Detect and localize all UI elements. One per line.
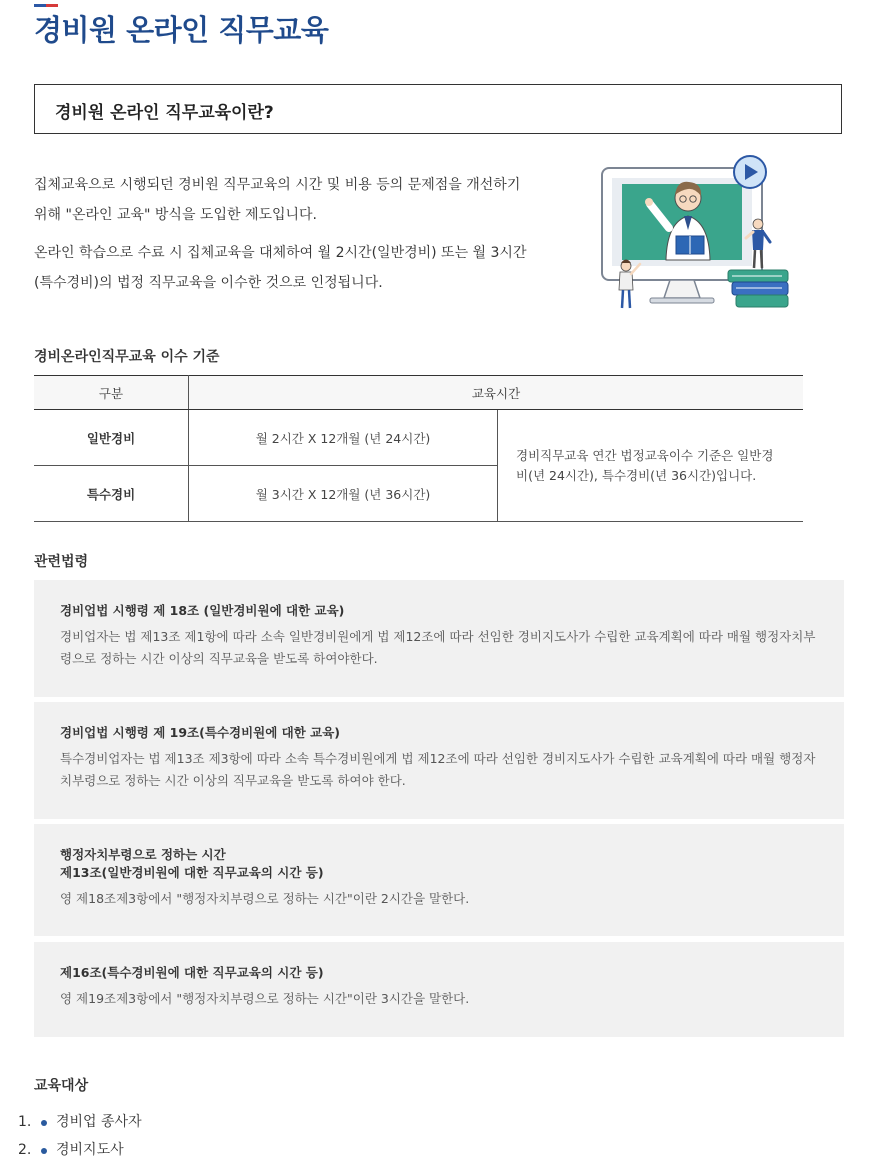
list-item xyxy=(0,1108,142,1136)
law-body: 영 제18조제3항에서 "행정자치부령으로 정하는 시간"이란 2시간을 말한다. xyxy=(60,891,470,906)
intro-text xyxy=(34,170,534,306)
bullet-dot-icon xyxy=(41,1120,47,1126)
laws-title: 관련법령 xyxy=(34,554,89,570)
law-title: 제16조(특수경비원에 대한 직무교육의 시간 등) xyxy=(60,965,324,980)
intro-heading-box xyxy=(34,84,842,134)
list-label: 경비지도사 xyxy=(56,1142,124,1158)
row-category: 특수경비 xyxy=(34,466,189,522)
row-time: 월 3시간 X 12개월 (년 36시간) xyxy=(189,466,498,522)
law-body: 영 제19조제3항에서 "행정자치부령으로 정하는 시간"이란 3시간을 말한다. xyxy=(60,991,470,1006)
law-item-2 xyxy=(34,702,844,819)
law-body: 경비업자는 법 제13조 제1항에 따라 소속 일반경비원에게 법 제12조에 따라 선임한 경비지도사가 수립한 교육계획에 따라 매월 행정자치부령으로 정하는 시간 이상의 직무교육을 받도록 하여야한다. xyxy=(60,629,816,666)
row-time: 월 2시간 X 12개월 (년 24시간) xyxy=(189,410,498,466)
page-title: 경비원 온라인 직무교육 xyxy=(34,13,329,47)
intro-heading: 경비원 온라인 직무교육이란? xyxy=(55,103,274,123)
law-subtitle: 제13조(일반경비원에 대한 직무교육의 시간 등) xyxy=(60,865,324,880)
law-body: 특수경비업자는 법 제13조 제3항에 따라 소속 특수경비원에게 법 제12조에 따라 선임한 경비지도사가 수립한 교육계획에 따라 매월 행정자치부령으로 정하는 시간 이상의 직무교육을 받도록 하여야 한다. xyxy=(60,751,816,788)
title-accent-bar xyxy=(34,4,58,7)
law-item-1 xyxy=(34,580,844,697)
row-category: 일반경비 xyxy=(34,410,189,466)
table-row xyxy=(34,410,803,466)
header-category: 구분 xyxy=(34,376,189,410)
law-item-3 xyxy=(34,824,844,936)
header-time: 교육시간 xyxy=(189,376,804,410)
list-item xyxy=(0,1136,142,1164)
law-title: 경비업법 시행령 제 18조 (일반경비원에 대한 교육) xyxy=(60,603,345,618)
law-item-4 xyxy=(34,942,844,1037)
targets-title: 교육대상 xyxy=(34,1078,89,1094)
law-title: 경비업법 시행령 제 19조(특수경비원에 대한 교육) xyxy=(60,725,341,740)
bullet-dot-icon xyxy=(41,1148,47,1154)
criteria-title: 경비온라인직무교육 이수 기준 xyxy=(34,349,220,365)
online-lecture-illustration xyxy=(596,152,796,314)
criteria-note: 경비직무교육 연간 법정교육이수 기준은 일반경비(년 24시간), 특수경비(년 36시간)입니다. xyxy=(498,410,804,522)
intro-paragraph-1: 집체교육으로 시행되던 경비원 직무교육의 시간 및 비용 등의 문제점을 개선하기 위해 "온라인 교육" 방식을 도입한 제도입니다. xyxy=(34,177,521,223)
law-title: 행정자치부령으로 정하는 시간 xyxy=(60,847,226,862)
list-label: 경비업 종사자 xyxy=(56,1114,142,1130)
criteria-header-row xyxy=(34,376,803,410)
accent-blue-segment xyxy=(34,4,46,7)
list-number: 1. xyxy=(18,1114,32,1130)
list-number: 2. xyxy=(18,1142,32,1158)
accent-red-segment xyxy=(46,4,58,7)
targets-list xyxy=(0,1108,142,1164)
intro-paragraph-2: 온라인 학습으로 수료 시 집체교육을 대체하여 월 2시간(일반경비) 또는 월 3시간(특수경비)의 법정 직무교육을 이수한 것으로 인정됩니다. xyxy=(34,245,527,291)
criteria-table xyxy=(34,375,803,522)
